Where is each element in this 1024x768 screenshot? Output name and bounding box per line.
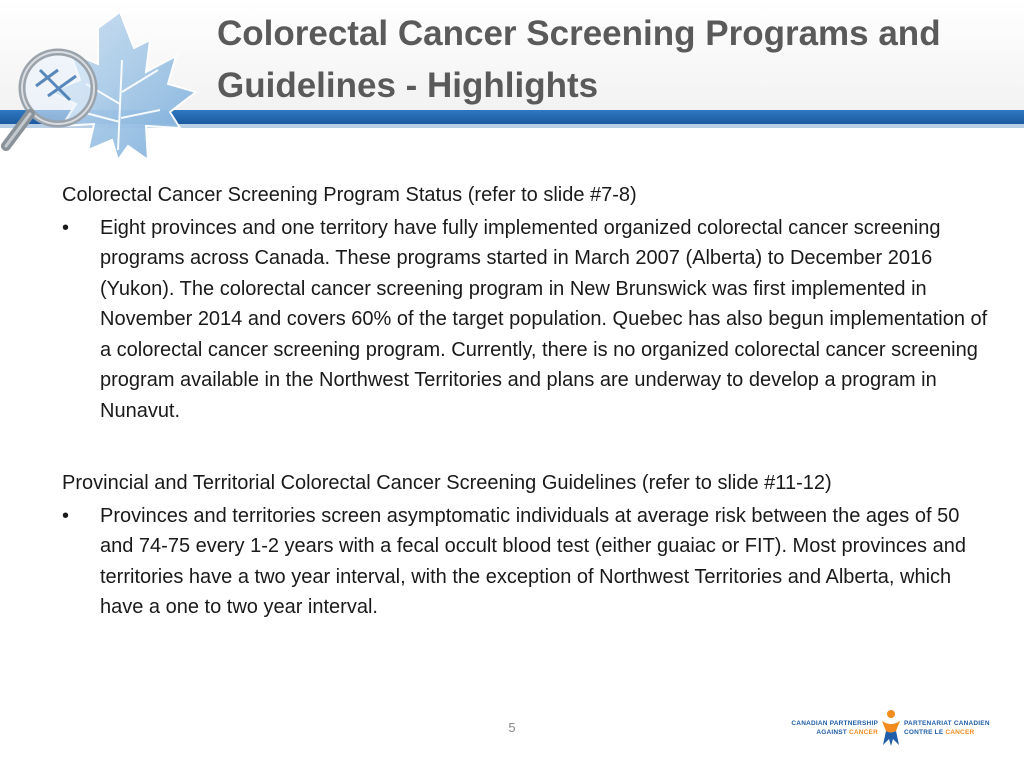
maple-leaf-magnifier-icon: [0, 0, 215, 175]
bullet-text: Provinces and territories screen asymptomatic individuals at average risk between the ages of 50 and 74-75 every 1-2 years with a fecal occult blood test (either guaiac or FIT). Most provinces and territories have a two year interval, with the exception of Northwest Territories and Alberta, which have a one to two year interval.: [100, 504, 966, 618]
logo-text-part: CANADIAN: [791, 720, 830, 727]
section-heading-program-status: Colorectal Cancer Screening Program Status (refer to slide #7-8): [62, 184, 637, 206]
logo-text-english: [788, 719, 878, 737]
cpac-logo: [788, 706, 998, 750]
logo-text-part: PARTENARIAT: [904, 720, 954, 727]
slide-title: Colorectal Cancer Screening Programs and Guidelines - Highlights: [217, 14, 941, 105]
logo-text-part: CONTRE LE: [904, 729, 946, 736]
logo-text-part: CANCER: [945, 729, 975, 736]
bullet-marker: •: [62, 504, 70, 527]
logo-text-part: AGAINST: [816, 729, 849, 736]
bullet-marker: •: [62, 216, 70, 239]
bullet-text: Eight provinces and one territory have fully implemented organized colorectal cancer screening programs across Canada. These programs started in March 2007 (Alberta) to December 2016 (Yukon). The colorectal cancer screening program in New Brunswick was first implemented in November 2014 and covers 60% of the target population. Quebec has also begun implementation of a colorectal cancer screening program. Currently, there is no organized colorectal cancer screening program available in the Northwest Territories and plans are underway to develop a program in Nunavut.: [100, 216, 988, 422]
logo-text-part: PARTNERSHIP: [829, 720, 878, 727]
slide-content: [62, 180, 992, 623]
section-heading-guidelines: Provincial and Territorial Colorectal Cancer Screening Guidelines (refer to slide #11-12): [62, 472, 832, 494]
bullet-program-status: [62, 213, 992, 427]
page-number: 5: [508, 720, 516, 735]
logo-text-part: CANCER: [848, 729, 878, 736]
logo-text-part: CANADIEN: [953, 720, 990, 727]
logo-text-french: [904, 719, 999, 737]
section-spacer: [62, 426, 992, 468]
cpac-figure-icon: [880, 709, 902, 747]
bullet-guidelines: [62, 501, 992, 623]
